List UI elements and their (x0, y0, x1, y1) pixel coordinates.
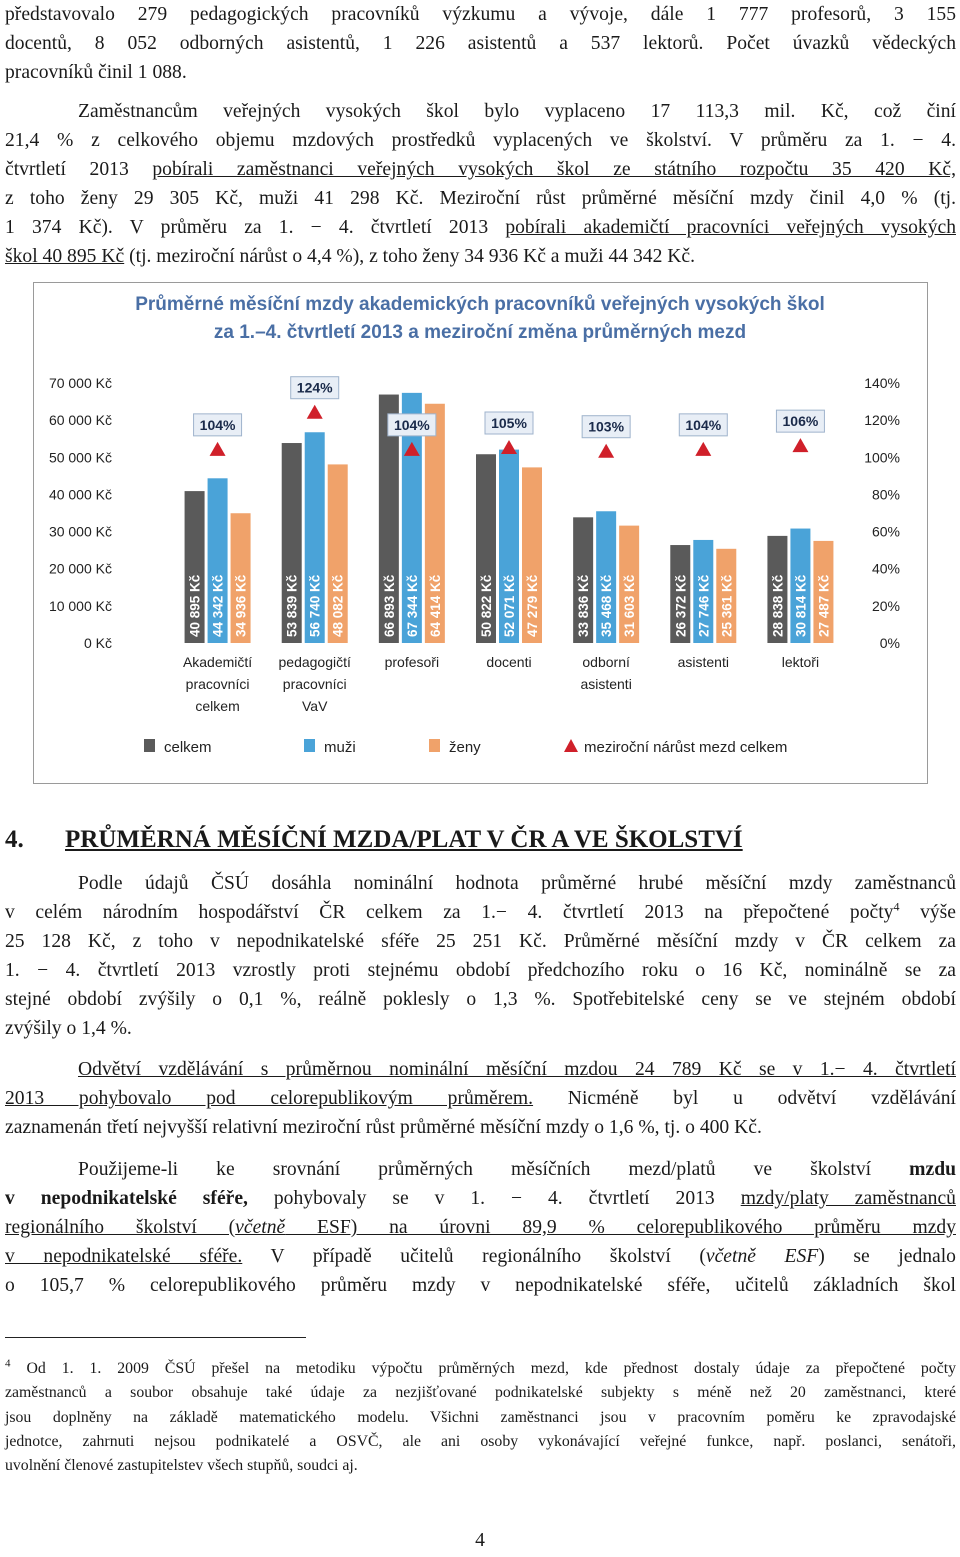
text-line (5, 1184, 956, 1213)
growth-label: 105% (491, 415, 527, 431)
y2-tick-label: 100% (864, 449, 900, 466)
bar-value-label: 26 372 Kč (673, 574, 689, 637)
underlined-text: škol 40 895 Kč (5, 246, 125, 267)
section-heading (5, 826, 743, 854)
category-label: odborní (582, 654, 630, 670)
text-line (5, 898, 956, 927)
underlined-text: , (359, 246, 365, 267)
legend-label: muži (324, 739, 356, 756)
footnote-line: jednotce, zahrnuti nejsou podnikatelé a OSVČ, ale ani osoby vykonávající veřejné funkce, např. poslanci, senátoři, (5, 1432, 956, 1450)
footnote-line: uvolnění členové zastupitelstev všech stupňů, soudci aj. (5, 1457, 358, 1475)
growth-marker (501, 440, 517, 454)
bar-value-label: 28 838 Kč (770, 574, 786, 637)
y2-tick-label: 140% (864, 375, 900, 391)
growth-marker (598, 444, 614, 458)
text-line: stejné období zvýšily o 0,1 %, reálně poklesly o 1,3 %. Spotřebitelské ceny se ve stejném období (5, 989, 956, 1010)
chart-title: Průměrné měsíční mzdy akademických pracovníků veřejných vysokých škol (135, 294, 825, 315)
y-tick-label: 20 000 Kč (48, 560, 112, 577)
italic-text: včetně ESF (705, 1246, 819, 1267)
growth-marker (210, 442, 226, 456)
growth-label: 124% (296, 379, 333, 396)
paragraph-education-sector (5, 1055, 956, 1142)
growth-marker (307, 405, 323, 419)
underlined-text: mzdy/platy zaměstnanců (740, 1188, 956, 1209)
growth-label: 103% (588, 418, 625, 435)
growth-label: 104% (199, 416, 236, 433)
category-label: pracovníci (185, 676, 250, 692)
footnote-line: zaměstnanců a soubor obsahuje také údaje za nezjišťované podnikatelské subjekty s méně než 20 zaměstnanci, které (5, 1384, 956, 1402)
text-line: 25 128 Kč, z toho v nepodnikatelské sféře 25 251 Kč. Průměrné měsíční mzdy v ČR celkem za (5, 931, 956, 952)
text-span: čtvrtletí 2013 (5, 159, 153, 180)
footnote-line: jsou doplněny na základě matematického modelu. Všichni zaměstnanci jsou v pracovním poměru ke zpravodajské (5, 1408, 956, 1426)
legend-swatch (564, 739, 578, 752)
footnote-divider (5, 1337, 306, 1338)
legend-swatch (429, 739, 440, 752)
bar-value-label: 48 082 Kč (330, 574, 346, 637)
bar-value-label: 53 839 Kč (284, 574, 300, 637)
growth-marker (695, 442, 711, 456)
y-tick-label: 40 000 Kč (48, 486, 112, 503)
bar-value-label: 35 468 Kč (599, 574, 615, 637)
text-span: pohybovaly se v 1. − 4. čtvrtletí 2013 (247, 1188, 741, 1209)
text-line: zaznamenán třetí nejvyšší relativní meziroční růst průměrné měsíční mzdy o 1,6 %, tj. o 400 Kč. (5, 1117, 762, 1138)
bar-value-label: 31 603 Kč (622, 574, 638, 637)
chart-subtitle: za 1.–4. čtvrtletí 2013 a meziroční změna průměrných mezd (213, 322, 747, 343)
chart-marks (49, 375, 900, 756)
y2-tick-label: 0% (879, 635, 900, 651)
legend-label: ženy (449, 739, 481, 756)
section-title: PRŮMĚRNÁ MĚSÍČNÍ MZDA/PLAT V ČR A VE ŠKOLSTVÍ (65, 826, 743, 853)
text-line (5, 1155, 956, 1184)
category-label: celkem (195, 698, 240, 714)
bar-value-label: 30 814 Kč (793, 574, 809, 637)
category-label: asistenti (677, 654, 729, 670)
text-span: z toho ženy 34 936 Kč a muži 44 342 Kč. (364, 246, 696, 267)
bar-value-label: 34 936 Kč (233, 574, 249, 637)
y-tick-label: 0 Kč (83, 635, 112, 651)
y-tick-label: 70 000 Kč (48, 375, 112, 391)
y2-tick-label: 60% (871, 523, 900, 540)
text-span: výše (899, 902, 956, 923)
chart-svg (34, 283, 927, 783)
y-tick-label: 60 000 Kč (48, 412, 112, 429)
bar-value-label: 64 414 Kč (427, 574, 443, 637)
y2-tick-label: 120% (864, 412, 900, 429)
text-line: Zaměstnancům veřejných vysokých škol bylo vyplaceno 17 113,3 mil. Kč, což činí (78, 101, 956, 122)
text-line: docentů, 8 052 odborných asistentů, 1 226 asistentů a 537 lektorů. Počet úvazků vědeckých (5, 33, 956, 54)
bold-text: v nepodnikatelské sféře, (5, 1188, 248, 1209)
bar-value-label: 27 746 Kč (696, 574, 712, 637)
bar-value-label: 40 895 Kč (187, 574, 203, 637)
growth-label: 104% (393, 416, 430, 433)
text-line: 21,4 % z celkového objemu mzdových prostředků vyplacených ve školství. V průměru za 1. − 4. (5, 130, 956, 151)
growth-marker (792, 438, 808, 452)
text-span: v celém národním hospodářství ČR celkem za 1.− 4. čtvrtletí 2013 na přepočtené počty (5, 902, 894, 923)
bar-value-label: 50 822 Kč (479, 574, 494, 637)
text-span: V případě učitelů regionálního školství ( (242, 1246, 706, 1267)
text-line (5, 155, 956, 184)
text-line: představovalo 279 pedagogických pracovníků výzkumu a vývoje, dále 1 777 profesorů, 3 155 (5, 4, 956, 25)
bar-value-label: 27 487 Kč (816, 574, 832, 637)
text-span: (tj. meziroční nárůst o 4,4 %) (124, 246, 360, 267)
text-line (5, 1213, 956, 1242)
bar-value-label: 44 342 Kč (210, 574, 226, 637)
footnote (5, 1357, 956, 1478)
section-number: 4. (5, 826, 24, 853)
text-span: Nicméně byl u odvětví vzdělávání (533, 1088, 956, 1109)
category-label: VaV (301, 698, 328, 714)
legend-swatch (144, 739, 155, 752)
text-line: o 105,7 % celorepublikového průměru mzdy v nepodnikatelské sféře, učitelů základních škol (5, 1275, 956, 1296)
text-line (5, 242, 956, 271)
page-number: 4 (475, 1530, 485, 1551)
growth-label: 106% (782, 413, 819, 430)
bar-value-label: 25 361 Kč (719, 574, 735, 637)
text-line: pracovníků činil 1 088. (5, 62, 187, 83)
growth-label: 104% (685, 416, 722, 433)
legend-label: celkem (164, 739, 212, 756)
y-tick-label: 10 000 Kč (48, 597, 112, 614)
footnote-ref[interactable]: 4 (893, 899, 900, 914)
paragraph-comparison (5, 1155, 956, 1300)
bar-value-label: 47 279 Kč (525, 574, 540, 637)
category-label: pedagogičtí (278, 654, 351, 670)
text-line: Podle údajů ČSÚ dosáhla nominální hodnota průměrné hrubé měsíční mzdy zaměstnanců (78, 873, 956, 894)
text-span: 1 374 Kč). V průměru za 1. − 4. čtvrtletí 2013 (5, 217, 506, 238)
y2-tick-label: 80% (871, 486, 900, 503)
category-label: asistenti (580, 676, 632, 692)
text-span: regionálního školství ( (5, 1217, 236, 1238)
y-tick-label: 50 000 Kč (48, 449, 112, 466)
underlined-text: pobírali zaměstnanci veřejných vysokých škol ze státního rozpočtu 35 420 Kč, (152, 159, 956, 180)
category-label: docenti (486, 654, 532, 670)
bar-value-label: 52 071 Kč (502, 574, 517, 637)
text-span: ) se jednalo (818, 1246, 956, 1267)
paragraph-researchers (5, 0, 956, 87)
underlined-text: v nepodnikatelské sféře. (5, 1246, 243, 1267)
bar-value-label: 33 836 Kč (576, 574, 592, 637)
text-line: zvýšily o 1,4 %. (5, 1018, 132, 1039)
text-line (5, 1055, 956, 1084)
text-line (5, 1242, 956, 1271)
bar-value-label: 67 344 Kč (404, 574, 420, 637)
category-label: profesoři (384, 654, 440, 670)
y2-tick-label: 40% (871, 560, 900, 577)
text-line: z toho ženy 29 305 Kč, muži 41 298 Kč. Meziroční růst průměrné měsíční mzdy činil 4,0 % (tj. (5, 188, 956, 209)
legend-label: meziroční nárůst mezd celkem (584, 739, 788, 756)
footnote-line (5, 1357, 956, 1381)
paragraph-university-wages (5, 97, 956, 271)
category-label: Akademičtí (182, 654, 253, 670)
footnote-mark: 4 (5, 1357, 11, 1370)
underlined-text: 2013 pohybovalo pod celorepublikovým průměrem. (5, 1088, 534, 1109)
bar-value-label: 66 893 Kč (381, 574, 397, 637)
italic-text: včetně (235, 1217, 286, 1238)
text-line: 1. − 4. čtvrtletí 2013 vzrostly proti stejnému období předchozího roku o 16 Kč, nominálně se za (5, 960, 956, 981)
text-span: Od 1. 1. 2009 ČSÚ přešel na metodiku výpočtu průměrných mezd, kde přednost dostaly údaje za přepočtené počty (10, 1360, 956, 1377)
underlined-text: pobírali akademičtí pracovníci veřejných vysokých (505, 217, 956, 238)
text-span: Použijeme-li ke srovnání průměrných měsíčních mezd/platů ve školství (78, 1159, 910, 1180)
category-label: pracovníci (282, 676, 347, 692)
text-line (5, 1084, 956, 1113)
paragraph-national-wages (5, 869, 956, 1043)
legend-swatch (304, 739, 315, 752)
text-line (5, 213, 956, 242)
y2-tick-label: 20% (871, 597, 900, 614)
category-label: lektoři (781, 654, 820, 670)
bold-text: mzdu (909, 1159, 956, 1180)
text-span: ESF) na úrovni 89,9 % celorepublikového průměru mzdy (285, 1217, 956, 1238)
underlined-text: Odvětví vzdělávání s průměrnou nominální měsíční mzdou 24 789 Kč se v 1.− 4. čtvrtletí (78, 1059, 956, 1080)
wage-chart (33, 282, 928, 784)
bar-value-label: 56 740 Kč (307, 574, 323, 637)
y-tick-label: 30 000 Kč (48, 523, 112, 540)
